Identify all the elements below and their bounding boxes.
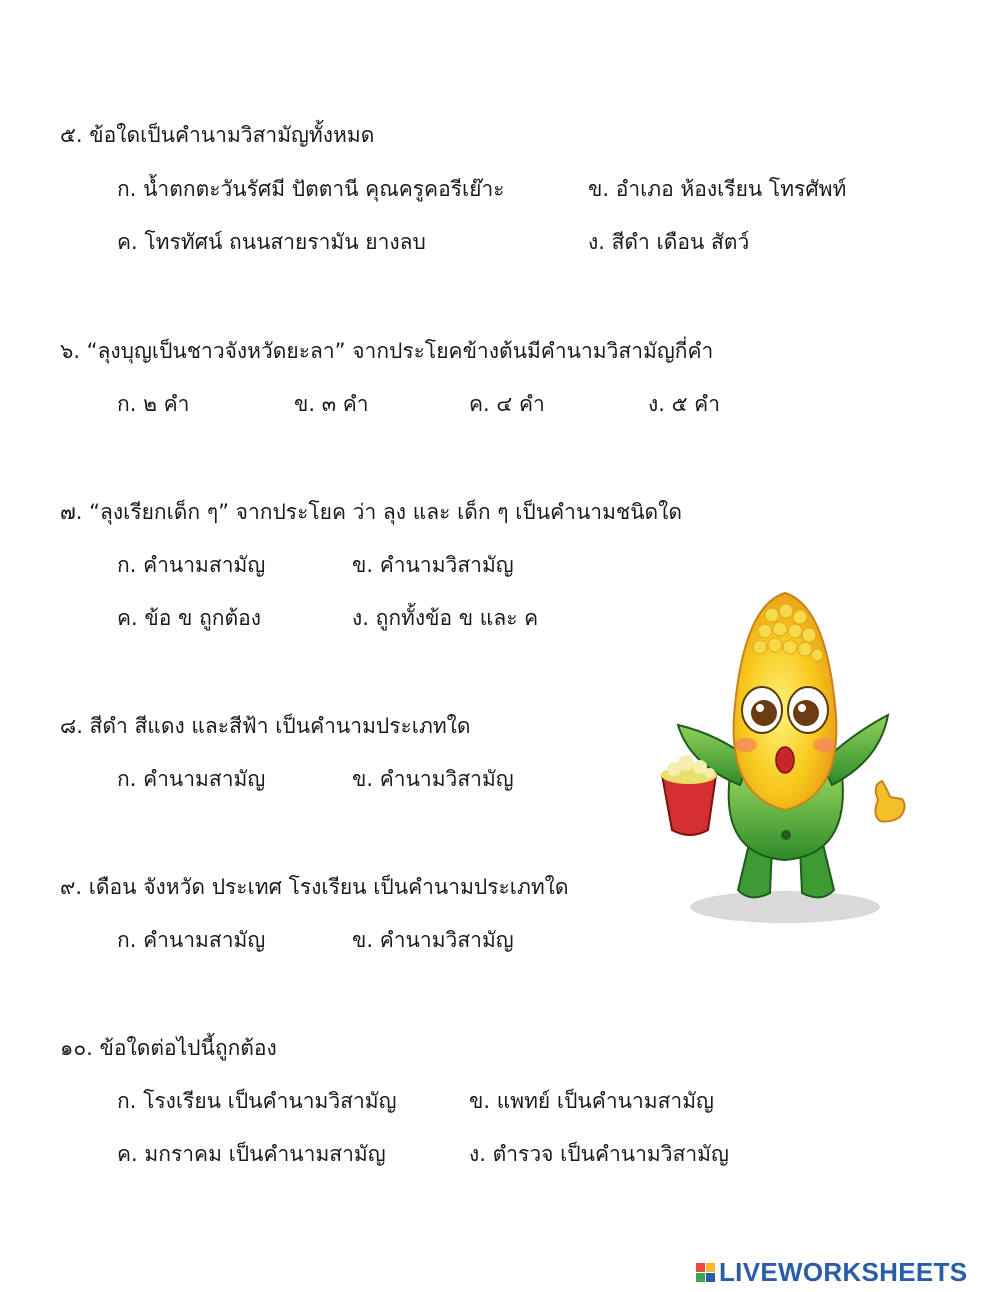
question-9-prompt: ๙. เดือน จังหวัด ประเทศ โรงเรียน เป็นคำนามประเภทใด xyxy=(60,875,569,899)
question-8-option-b[interactable]: ข. คำนามวิสามัญ xyxy=(352,767,514,791)
question-10-option-c[interactable]: ค. มกราคม เป็นคำนามสามัญ xyxy=(117,1142,386,1166)
question-6-prompt: ๖. “ลุงบุญเป็นชาวจังหวัดยะลา” จากประโยคข้างต้นมีคำนามวิสามัญกี่คำ xyxy=(60,339,714,363)
question-6-option-b[interactable]: ข. ๓ คำ xyxy=(294,392,369,416)
corn-mascot-icon xyxy=(650,585,920,935)
question-9-option-a[interactable]: ก. คำนามสามัญ xyxy=(117,928,266,952)
brand-text: LIVEWORKSHEETS xyxy=(719,1256,968,1287)
question-8-prompt: ๘. สีดำ สีแดง และสีฟ้า เป็นคำนามประเภทใด xyxy=(60,714,471,738)
question-8-option-a[interactable]: ก. คำนามสามัญ xyxy=(117,767,266,791)
question-7-prompt: ๗. “ลุงเรียกเด็ก ๆ” จากประโยค ว่า ลุง และ เด็ก ๆ เป็นคำนามชนิดใด xyxy=(60,500,683,524)
question-5-option-c[interactable]: ค. โทรทัศน์ ถนนสายรามัน ยางลบ xyxy=(117,230,426,254)
logo-block-yellow xyxy=(706,1263,715,1272)
question-7-option-d[interactable]: ง. ถูกทั้งข้อ ข และ ค xyxy=(352,606,539,630)
question-10-option-b[interactable]: ข. แพทย์ เป็นคำนามสามัญ xyxy=(469,1089,714,1113)
question-5-prompt: ๕. ข้อใดเป็นคำนามวิสามัญทั้งหมด xyxy=(60,123,375,147)
question-10-option-d[interactable]: ง. ตำรวจ เป็นคำนามวิสามัญ xyxy=(469,1142,729,1166)
logo-block-green xyxy=(696,1273,705,1282)
question-10-option-a[interactable]: ก. โรงเรียน เป็นคำนามวิสามัญ xyxy=(117,1089,397,1113)
question-5-option-b[interactable]: ข. อำเภอ ห้องเรียน โทรศัพท์ xyxy=(588,177,847,201)
question-6-option-c[interactable]: ค. ๔ คำ xyxy=(469,392,545,416)
footer-logo xyxy=(696,1252,967,1292)
question-7-option-c[interactable]: ค. ข้อ ข ถูกต้อง xyxy=(117,606,262,630)
logo-icon xyxy=(696,1263,715,1282)
question-5-option-a[interactable]: ก. น้ำตกตะวันรัศมี ปัตตานี คุณครูคอรีเย๊าะ xyxy=(117,177,505,201)
question-5-option-d[interactable]: ง. สีดำ เดือน สัตว์ xyxy=(588,230,750,254)
question-10-prompt: ๑๐. ข้อใดต่อไปนี้ถูกต้อง xyxy=(60,1036,277,1060)
logo-block-blue xyxy=(706,1273,715,1282)
logo-block-red xyxy=(696,1263,705,1272)
question-9-option-b[interactable]: ข. คำนามวิสามัญ xyxy=(352,928,514,952)
question-6-option-a[interactable]: ก. ๒ คำ xyxy=(117,392,190,416)
question-7-option-a[interactable]: ก. คำนามสามัญ xyxy=(117,553,266,577)
question-7-option-b[interactable]: ข. คำนามวิสามัญ xyxy=(352,553,514,577)
question-6-option-d[interactable]: ง. ๕ คำ xyxy=(648,392,721,416)
